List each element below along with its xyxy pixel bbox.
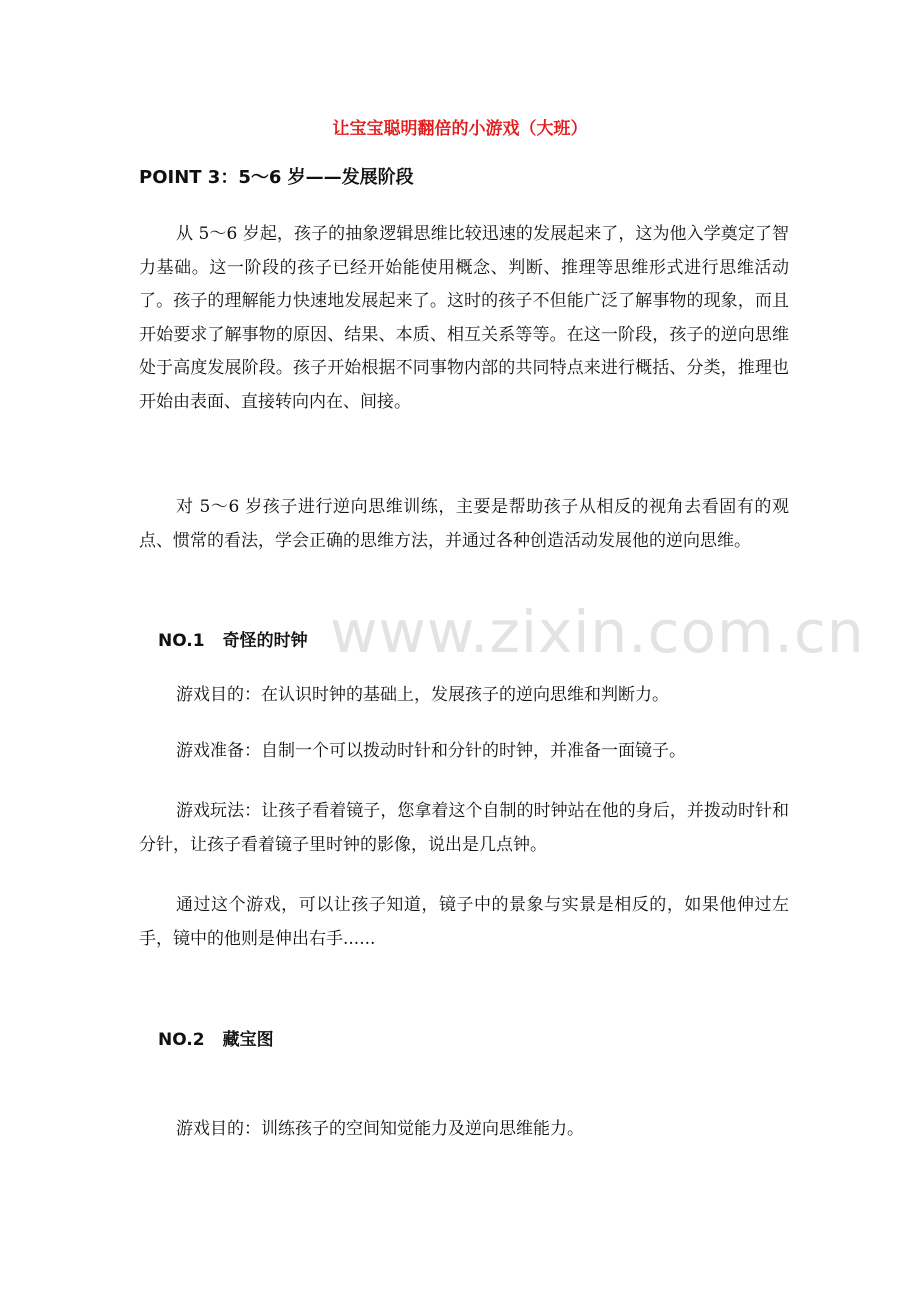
section-heading: POINT 3：5～6 岁——发展阶段 xyxy=(139,167,414,188)
game-number: NO.2 xyxy=(158,1030,205,1050)
intro-paragraph: 从 5～6 岁起，孩子的抽象逻辑思维比较迅速的发展起来了，这为他入学奠定了智力基础。这一阶段的孩子已经开始能使用概念、判断、推理等思维形式进行思维活动了。孩子的理解能力快速地发展起来了。这时的孩子不但能广泛了解事物的现象，而且开始要求了解事物的原因、结果、本质、相互关系等等。在这一阶段，孩子的逆向思维处于高度发展阶段。孩子开始根据不同事物内部的共同特点来进行概括、分类，推理也开始由表面、直接转向内在、间接。 xyxy=(139,224,789,412)
game-heading-1 xyxy=(158,626,308,651)
watermark: www.zixin.com.cn xyxy=(330,598,865,666)
game-paragraph: 游戏准备：自制一个可以拨动时针和分针的时钟，并准备一面镜子。 xyxy=(176,741,686,761)
game-name: 奇怪的时钟 xyxy=(222,631,308,651)
document-title: 让宝宝聪明翻倍的小游戏（大班） xyxy=(332,119,588,139)
game-name: 藏宝图 xyxy=(222,1030,274,1050)
game-paragraph: 游戏目的：训练孩子的空间知觉能力及逆向思维能力。 xyxy=(176,1119,584,1139)
game-number: NO.1 xyxy=(158,631,205,651)
game-heading-2 xyxy=(158,1025,274,1050)
intro-paragraph: 对 5～6 岁孩子进行逆向思维训练，主要是帮助孩子从相反的视角去看固有的观点、惯常的看法，学会正确的思维方法，并通过各种创造活动发展他的逆向思维。 xyxy=(139,497,789,551)
game-paragraph: 游戏玩法：让孩子看着镜子，您拿着这个自制的时钟站在他的身后，并拨动时针和分针，让孩子看着镜子里时钟的影像，说出是几点钟。 xyxy=(139,801,789,855)
game-paragraph: 游戏目的：在认识时钟的基础上，发展孩子的逆向思维和判断力。 xyxy=(176,685,669,705)
game-paragraph: 通过这个游戏，可以让孩子知道，镜子中的景象与实景是相反的，如果他伸过左手，镜中的他则是伸出右手...... xyxy=(139,895,789,949)
